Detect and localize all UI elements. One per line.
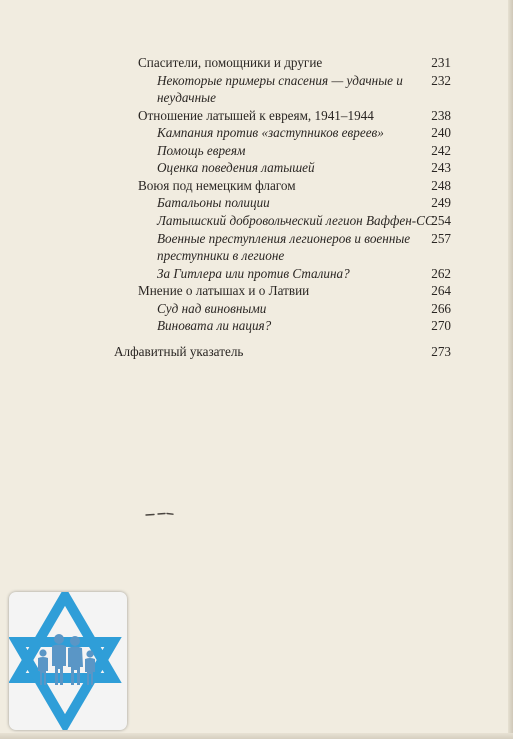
toc-entry-title: Отношение латышей к евреям, 1941–1944 (138, 108, 374, 123)
toc-entry-page: 270 (431, 318, 451, 333)
toc-entry-title: За Гитлера или против Сталина? (157, 266, 350, 281)
page-edge-bottom (0, 733, 513, 739)
toc-entry-title: Военные преступления легионеров и военные (157, 231, 411, 246)
star-of-david-family-icon (9, 592, 127, 730)
watermark-logo (9, 592, 127, 730)
toc-entry-page: 242 (431, 143, 451, 158)
toc-entry-page: 264 (431, 283, 451, 298)
toc-entry-page: 240 (431, 125, 451, 140)
toc-entry-title: преступники в легионе (157, 248, 285, 263)
toc-entry-page: 262 (431, 266, 451, 281)
toc-entry-title: Виновата ли нация? (157, 318, 272, 333)
toc-entry-page: 254 (431, 213, 451, 228)
toc-entry-page: 232 (431, 73, 451, 88)
toc-entry-page: 231 (431, 55, 451, 70)
toc-entry-page: 243 (431, 160, 451, 175)
page-edge-right (508, 0, 513, 739)
toc-entry-page: 238 (431, 108, 451, 123)
toc-entry-title: Помощь евреям (157, 143, 246, 158)
toc-entry-title: Алфавитный указатель (114, 344, 244, 359)
toc-entry-page: 257 (431, 231, 451, 246)
toc-entry-title: Воюя под немецким флагом (138, 178, 296, 193)
toc-entry-title: Оценка поведения латышей (157, 160, 315, 175)
toc-entry-title: Суд над виновными (157, 301, 267, 316)
toc-entry-page: 249 (431, 195, 451, 210)
toc-entry-page: 266 (431, 301, 451, 316)
toc-entry-title: Батальоны полиции (157, 195, 270, 210)
toc-entry-title: Кампания против «заступников евреев» (157, 125, 384, 140)
toc-entry-title: Спасители, помощники и другие (138, 55, 323, 70)
ink-smudge (145, 511, 175, 517)
toc-entry-page: 273 (431, 344, 451, 359)
toc-entry-title: Латышский добровольческий легион Ваффен-СС (157, 213, 434, 228)
toc-entry-title: Мнение о латышах и о Латвии (138, 283, 310, 298)
toc-entry-page: 248 (431, 178, 451, 193)
toc-entry-title: Некоторые примеры спасения — удачные и (157, 73, 403, 88)
toc-entry-title: неудачные (157, 90, 216, 105)
